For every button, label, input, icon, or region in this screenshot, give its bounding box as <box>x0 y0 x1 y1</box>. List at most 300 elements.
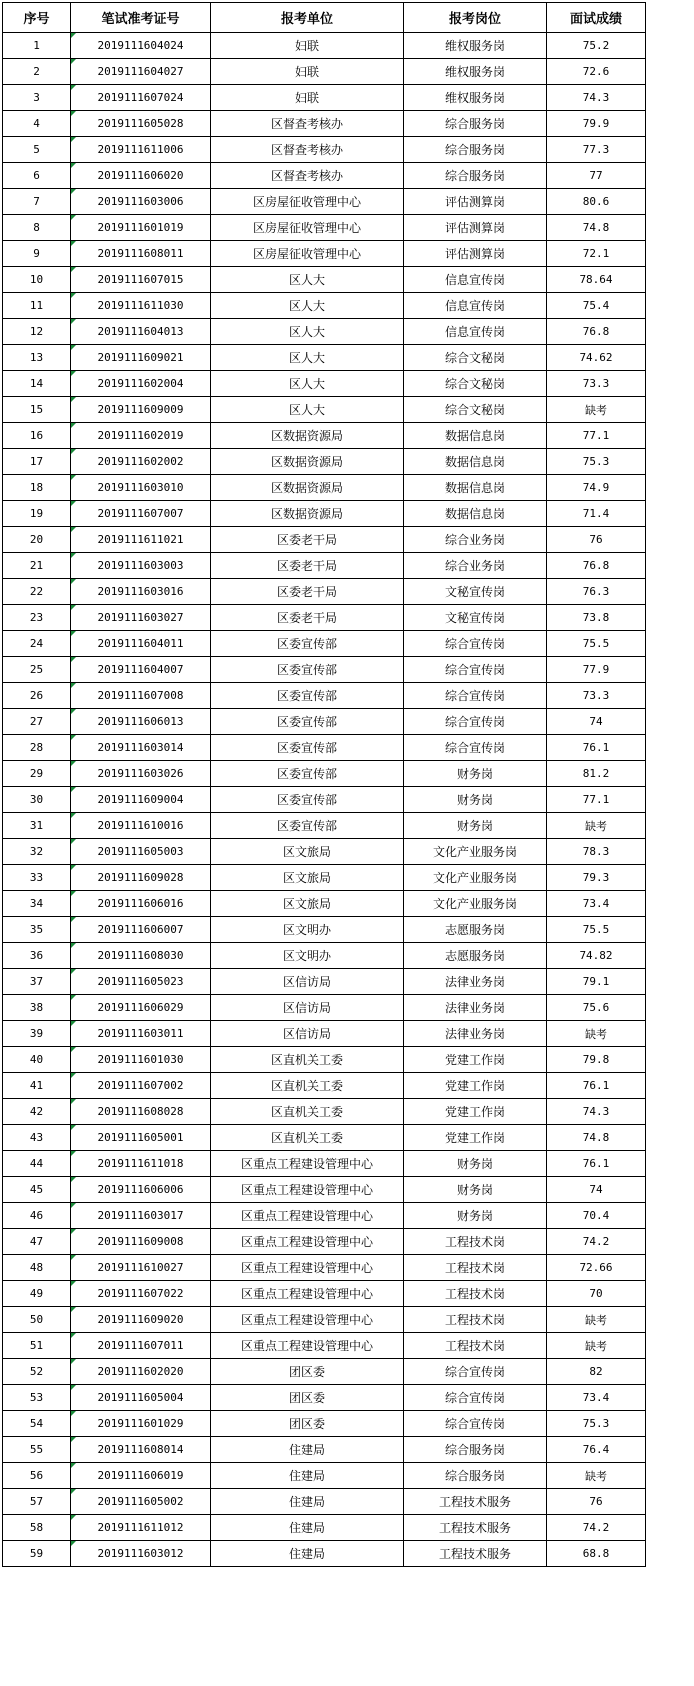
header-score: 面试成绩 <box>547 3 646 33</box>
table-row <box>3 1151 646 1177</box>
cell-position: 财务岗 <box>404 813 547 839</box>
cell-position: 文秘宣传岗 <box>404 605 547 631</box>
cell-unit: 区房屋征收管理中心 <box>211 189 404 215</box>
cell-position: 法律业务岗 <box>404 1021 547 1047</box>
table-row <box>3 943 646 969</box>
cell-exam-id: 2019111607002 <box>71 1073 211 1099</box>
cell-unit: 区直机关工委 <box>211 1099 404 1125</box>
cell-unit: 住建局 <box>211 1489 404 1515</box>
table-row <box>3 1359 646 1385</box>
table-row <box>3 1437 646 1463</box>
cell-exam-id: 2019111601029 <box>71 1411 211 1437</box>
cell-position: 文秘宣传岗 <box>404 579 547 605</box>
cell-position: 综合文秘岗 <box>404 371 547 397</box>
cell-unit: 区文旅局 <box>211 865 404 891</box>
cell-score: 75.4 <box>547 293 646 319</box>
table-row <box>3 1411 646 1437</box>
cell-score: 79.1 <box>547 969 646 995</box>
cell-score: 73.8 <box>547 605 646 631</box>
cell-index: 12 <box>3 319 71 345</box>
table-row <box>3 995 646 1021</box>
cell-unit: 区人大 <box>211 267 404 293</box>
table-row <box>3 605 646 631</box>
cell-index: 2 <box>3 59 71 85</box>
cell-exam-id: 2019111609020 <box>71 1307 211 1333</box>
cell-score: 76.8 <box>547 319 646 345</box>
cell-position: 志愿服务岗 <box>404 917 547 943</box>
cell-unit: 妇联 <box>211 59 404 85</box>
table-row <box>3 345 646 371</box>
cell-exam-id: 2019111603014 <box>71 735 211 761</box>
cell-exam-id: 2019111606020 <box>71 163 211 189</box>
cell-index: 24 <box>3 631 71 657</box>
cell-index: 47 <box>3 1229 71 1255</box>
cell-exam-id: 2019111607022 <box>71 1281 211 1307</box>
cell-index: 37 <box>3 969 71 995</box>
cell-score: 68.8 <box>547 1541 646 1567</box>
cell-index: 23 <box>3 605 71 631</box>
cell-score: 71.4 <box>547 501 646 527</box>
cell-unit: 区数据资源局 <box>211 423 404 449</box>
cell-index: 57 <box>3 1489 71 1515</box>
cell-position: 数据信息岗 <box>404 501 547 527</box>
cell-score: 缺考 <box>547 813 646 839</box>
cell-score: 76.1 <box>547 1151 646 1177</box>
table-row <box>3 1099 646 1125</box>
cell-index: 30 <box>3 787 71 813</box>
cell-score: 74.62 <box>547 345 646 371</box>
cell-score: 73.3 <box>547 683 646 709</box>
cell-index: 55 <box>3 1437 71 1463</box>
cell-exam-id: 2019111602019 <box>71 423 211 449</box>
cell-score: 77.1 <box>547 787 646 813</box>
cell-score: 74.8 <box>547 1125 646 1151</box>
table-row <box>3 631 646 657</box>
cell-unit: 区重点工程建设管理中心 <box>211 1281 404 1307</box>
table-row <box>3 293 646 319</box>
table-row <box>3 189 646 215</box>
cell-position: 工程技术岗 <box>404 1229 547 1255</box>
cell-exam-id: 2019111608030 <box>71 943 211 969</box>
table-row <box>3 1047 646 1073</box>
cell-unit: 区重点工程建设管理中心 <box>211 1151 404 1177</box>
cell-score: 70 <box>547 1281 646 1307</box>
table-row <box>3 137 646 163</box>
cell-unit: 区数据资源局 <box>211 501 404 527</box>
table-row <box>3 423 646 449</box>
table-row <box>3 501 646 527</box>
cell-position: 法律业务岗 <box>404 969 547 995</box>
cell-exam-id: 2019111604027 <box>71 59 211 85</box>
cell-score: 74.82 <box>547 943 646 969</box>
cell-unit: 区委宣传部 <box>211 683 404 709</box>
table-row <box>3 735 646 761</box>
cell-score: 70.4 <box>547 1203 646 1229</box>
table-row <box>3 579 646 605</box>
cell-index: 50 <box>3 1307 71 1333</box>
cell-score: 74 <box>547 1177 646 1203</box>
cell-position: 综合服务岗 <box>404 111 547 137</box>
cell-exam-id: 2019111605002 <box>71 1489 211 1515</box>
cell-index: 16 <box>3 423 71 449</box>
cell-unit: 区人大 <box>211 371 404 397</box>
cell-position: 工程技术服务 <box>404 1489 547 1515</box>
cell-exam-id: 2019111604011 <box>71 631 211 657</box>
cell-score: 81.2 <box>547 761 646 787</box>
cell-unit: 区委老干局 <box>211 527 404 553</box>
table-row <box>3 969 646 995</box>
cell-unit: 妇联 <box>211 85 404 111</box>
table-row <box>3 475 646 501</box>
cell-exam-id: 2019111601019 <box>71 215 211 241</box>
cell-index: 29 <box>3 761 71 787</box>
table-row <box>3 761 646 787</box>
cell-unit: 区重点工程建设管理中心 <box>211 1255 404 1281</box>
table-row <box>3 319 646 345</box>
cell-exam-id: 2019111610016 <box>71 813 211 839</box>
cell-index: 26 <box>3 683 71 709</box>
table-row <box>3 787 646 813</box>
cell-exam-id: 2019111611018 <box>71 1151 211 1177</box>
cell-unit: 区委老干局 <box>211 553 404 579</box>
cell-score: 72.66 <box>547 1255 646 1281</box>
cell-exam-id: 2019111603016 <box>71 579 211 605</box>
table-row <box>3 397 646 423</box>
cell-position: 财务岗 <box>404 1151 547 1177</box>
cell-exam-id: 2019111605023 <box>71 969 211 995</box>
cell-position: 法律业务岗 <box>404 995 547 1021</box>
cell-position: 维权服务岗 <box>404 33 547 59</box>
cell-unit: 区重点工程建设管理中心 <box>211 1203 404 1229</box>
cell-position: 财务岗 <box>404 787 547 813</box>
cell-position: 综合宣传岗 <box>404 735 547 761</box>
cell-score: 77 <box>547 163 646 189</box>
cell-exam-id: 2019111608011 <box>71 241 211 267</box>
cell-index: 52 <box>3 1359 71 1385</box>
table-header <box>3 3 646 33</box>
cell-exam-id: 2019111606016 <box>71 891 211 917</box>
cell-score: 76.8 <box>547 553 646 579</box>
cell-position: 综合业务岗 <box>404 527 547 553</box>
cell-score: 75.5 <box>547 917 646 943</box>
cell-score: 76.1 <box>547 735 646 761</box>
cell-exam-id: 2019111611021 <box>71 527 211 553</box>
cell-unit: 区信访局 <box>211 1021 404 1047</box>
cell-exam-id: 2019111609004 <box>71 787 211 813</box>
cell-position: 信息宣传岗 <box>404 267 547 293</box>
cell-unit: 区人大 <box>211 397 404 423</box>
table-row <box>3 1255 646 1281</box>
table-row <box>3 1073 646 1099</box>
cell-exam-id: 2019111603011 <box>71 1021 211 1047</box>
cell-index: 1 <box>3 33 71 59</box>
header-position: 报考岗位 <box>404 3 547 33</box>
cell-score: 76 <box>547 1489 646 1515</box>
cell-position: 财务岗 <box>404 761 547 787</box>
cell-exam-id: 2019111606029 <box>71 995 211 1021</box>
cell-index: 8 <box>3 215 71 241</box>
cell-score: 缺考 <box>547 397 646 423</box>
cell-score: 78.3 <box>547 839 646 865</box>
cell-unit: 区委宣传部 <box>211 761 404 787</box>
cell-score: 72.6 <box>547 59 646 85</box>
table-row <box>3 241 646 267</box>
cell-score: 74.2 <box>547 1229 646 1255</box>
cell-index: 49 <box>3 1281 71 1307</box>
table-row <box>3 683 646 709</box>
cell-score: 74.3 <box>547 85 646 111</box>
cell-position: 工程技术岗 <box>404 1281 547 1307</box>
table-row <box>3 1333 646 1359</box>
table-row <box>3 1463 646 1489</box>
cell-exam-id: 2019111605003 <box>71 839 211 865</box>
cell-position: 综合宣传岗 <box>404 631 547 657</box>
cell-index: 44 <box>3 1151 71 1177</box>
cell-score: 79.8 <box>547 1047 646 1073</box>
cell-score: 缺考 <box>547 1333 646 1359</box>
cell-score: 74.9 <box>547 475 646 501</box>
cell-position: 综合宣传岗 <box>404 1411 547 1437</box>
cell-position: 综合宣传岗 <box>404 1385 547 1411</box>
header-row <box>3 3 646 33</box>
table-row <box>3 371 646 397</box>
table-row <box>3 1541 646 1567</box>
cell-position: 综合宣传岗 <box>404 1359 547 1385</box>
cell-index: 31 <box>3 813 71 839</box>
cell-unit: 区督查考核办 <box>211 137 404 163</box>
cell-exam-id: 2019111603003 <box>71 553 211 579</box>
cell-unit: 区直机关工委 <box>211 1047 404 1073</box>
table-row <box>3 449 646 475</box>
cell-exam-id: 2019111606007 <box>71 917 211 943</box>
cell-exam-id: 2019111609009 <box>71 397 211 423</box>
table-row <box>3 1125 646 1151</box>
cell-exam-id: 2019111604007 <box>71 657 211 683</box>
cell-unit: 区直机关工委 <box>211 1073 404 1099</box>
cell-unit: 区委宣传部 <box>211 709 404 735</box>
cell-score: 73.4 <box>547 891 646 917</box>
cell-index: 25 <box>3 657 71 683</box>
cell-score: 77.3 <box>547 137 646 163</box>
cell-index: 39 <box>3 1021 71 1047</box>
cell-index: 41 <box>3 1073 71 1099</box>
cell-index: 56 <box>3 1463 71 1489</box>
cell-unit: 区督查考核办 <box>211 163 404 189</box>
table-row <box>3 1281 646 1307</box>
cell-score: 74.2 <box>547 1515 646 1541</box>
cell-exam-id: 2019111603010 <box>71 475 211 501</box>
cell-exam-id: 2019111611006 <box>71 137 211 163</box>
cell-index: 35 <box>3 917 71 943</box>
cell-exam-id: 2019111601030 <box>71 1047 211 1073</box>
cell-exam-id: 2019111604024 <box>71 33 211 59</box>
cell-exam-id: 2019111603017 <box>71 1203 211 1229</box>
cell-index: 10 <box>3 267 71 293</box>
table-row <box>3 865 646 891</box>
cell-unit: 区信访局 <box>211 969 404 995</box>
cell-unit: 区重点工程建设管理中心 <box>211 1333 404 1359</box>
cell-index: 46 <box>3 1203 71 1229</box>
cell-score: 78.64 <box>547 267 646 293</box>
cell-index: 20 <box>3 527 71 553</box>
cell-exam-id: 2019111606013 <box>71 709 211 735</box>
cell-score: 74.3 <box>547 1099 646 1125</box>
cell-score: 75.3 <box>547 449 646 475</box>
table-row <box>3 527 646 553</box>
table-row <box>3 891 646 917</box>
cell-index: 33 <box>3 865 71 891</box>
cell-exam-id: 2019111605001 <box>71 1125 211 1151</box>
cell-score: 76 <box>547 527 646 553</box>
cell-position: 财务岗 <box>404 1177 547 1203</box>
cell-exam-id: 2019111603027 <box>71 605 211 631</box>
cell-index: 32 <box>3 839 71 865</box>
table-row <box>3 85 646 111</box>
cell-exam-id: 2019111607008 <box>71 683 211 709</box>
cell-position: 工程技术岗 <box>404 1333 547 1359</box>
cell-score: 72.1 <box>547 241 646 267</box>
table-row <box>3 917 646 943</box>
cell-position: 综合服务岗 <box>404 1437 547 1463</box>
cell-position: 志愿服务岗 <box>404 943 547 969</box>
cell-unit: 区直机关工委 <box>211 1125 404 1151</box>
header-exam-id: 笔试准考证号 <box>71 3 211 33</box>
cell-exam-id: 2019111610027 <box>71 1255 211 1281</box>
cell-unit: 团区委 <box>211 1411 404 1437</box>
cell-index: 34 <box>3 891 71 917</box>
cell-index: 6 <box>3 163 71 189</box>
cell-unit: 区人大 <box>211 319 404 345</box>
cell-position: 文化产业服务岗 <box>404 891 547 917</box>
cell-unit: 区文旅局 <box>211 891 404 917</box>
cell-position: 维权服务岗 <box>404 85 547 111</box>
cell-score: 80.6 <box>547 189 646 215</box>
cell-index: 36 <box>3 943 71 969</box>
cell-position: 工程技术岗 <box>404 1307 547 1333</box>
cell-unit: 区人大 <box>211 345 404 371</box>
table-body <box>3 33 646 1567</box>
cell-unit: 住建局 <box>211 1437 404 1463</box>
cell-index: 17 <box>3 449 71 475</box>
cell-position: 文化产业服务岗 <box>404 839 547 865</box>
cell-index: 28 <box>3 735 71 761</box>
table-row <box>3 111 646 137</box>
cell-position: 综合服务岗 <box>404 163 547 189</box>
cell-position: 数据信息岗 <box>404 449 547 475</box>
cell-position: 综合业务岗 <box>404 553 547 579</box>
cell-score: 74 <box>547 709 646 735</box>
cell-unit: 区房屋征收管理中心 <box>211 215 404 241</box>
cell-score: 77.9 <box>547 657 646 683</box>
cell-exam-id: 2019111608014 <box>71 1437 211 1463</box>
cell-score: 76.3 <box>547 579 646 605</box>
cell-index: 19 <box>3 501 71 527</box>
cell-index: 48 <box>3 1255 71 1281</box>
cell-position: 综合宣传岗 <box>404 657 547 683</box>
cell-position: 评估测算岗 <box>404 189 547 215</box>
cell-index: 43 <box>3 1125 71 1151</box>
cell-unit: 区委宣传部 <box>211 657 404 683</box>
cell-unit: 区督查考核办 <box>211 111 404 137</box>
cell-score: 79.3 <box>547 865 646 891</box>
table-row <box>3 1307 646 1333</box>
cell-exam-id: 2019111607024 <box>71 85 211 111</box>
table-row <box>3 163 646 189</box>
cell-exam-id: 2019111611012 <box>71 1515 211 1541</box>
table-row <box>3 1203 646 1229</box>
cell-score: 76.4 <box>547 1437 646 1463</box>
cell-score: 缺考 <box>547 1021 646 1047</box>
cell-score: 73.3 <box>547 371 646 397</box>
cell-index: 11 <box>3 293 71 319</box>
table-row <box>3 1489 646 1515</box>
header-index: 序号 <box>3 3 71 33</box>
cell-exam-id: 2019111609021 <box>71 345 211 371</box>
cell-index: 45 <box>3 1177 71 1203</box>
cell-unit: 区委宣传部 <box>211 631 404 657</box>
cell-unit: 住建局 <box>211 1541 404 1567</box>
cell-position: 综合服务岗 <box>404 137 547 163</box>
cell-position: 文化产业服务岗 <box>404 865 547 891</box>
cell-score: 75.5 <box>547 631 646 657</box>
cell-unit: 区文旅局 <box>211 839 404 865</box>
cell-exam-id: 2019111609008 <box>71 1229 211 1255</box>
cell-unit: 住建局 <box>211 1515 404 1541</box>
cell-position: 党建工作岗 <box>404 1099 547 1125</box>
cell-exam-id: 2019111602002 <box>71 449 211 475</box>
cell-score: 74.8 <box>547 215 646 241</box>
cell-exam-id: 2019111607007 <box>71 501 211 527</box>
cell-exam-id: 2019111604013 <box>71 319 211 345</box>
cell-exam-id: 2019111606019 <box>71 1463 211 1489</box>
cell-unit: 区文明办 <box>211 917 404 943</box>
cell-index: 14 <box>3 371 71 397</box>
cell-position: 党建工作岗 <box>404 1047 547 1073</box>
cell-position: 工程技术服务 <box>404 1515 547 1541</box>
cell-score: 75.6 <box>547 995 646 1021</box>
cell-index: 5 <box>3 137 71 163</box>
cell-exam-id: 2019111607011 <box>71 1333 211 1359</box>
cell-score: 缺考 <box>547 1463 646 1489</box>
cell-exam-id: 2019111609028 <box>71 865 211 891</box>
cell-index: 59 <box>3 1541 71 1567</box>
cell-index: 22 <box>3 579 71 605</box>
cell-exam-id: 2019111605028 <box>71 111 211 137</box>
table-row <box>3 267 646 293</box>
cell-index: 38 <box>3 995 71 1021</box>
cell-index: 7 <box>3 189 71 215</box>
cell-position: 数据信息岗 <box>404 475 547 501</box>
cell-unit: 区数据资源局 <box>211 475 404 501</box>
cell-index: 18 <box>3 475 71 501</box>
cell-index: 53 <box>3 1385 71 1411</box>
cell-unit: 妇联 <box>211 33 404 59</box>
cell-exam-id: 2019111608028 <box>71 1099 211 1125</box>
cell-position: 综合宣传岗 <box>404 709 547 735</box>
cell-position: 信息宣传岗 <box>404 293 547 319</box>
cell-position: 党建工作岗 <box>404 1125 547 1151</box>
cell-exam-id: 2019111603006 <box>71 189 211 215</box>
cell-position: 评估测算岗 <box>404 241 547 267</box>
cell-position: 综合宣传岗 <box>404 683 547 709</box>
cell-exam-id: 2019111602004 <box>71 371 211 397</box>
cell-unit: 区信访局 <box>211 995 404 1021</box>
table-row <box>3 553 646 579</box>
cell-exam-id: 2019111611030 <box>71 293 211 319</box>
cell-unit: 区房屋征收管理中心 <box>211 241 404 267</box>
cell-unit: 区委老干局 <box>211 605 404 631</box>
cell-unit: 区文明办 <box>211 943 404 969</box>
